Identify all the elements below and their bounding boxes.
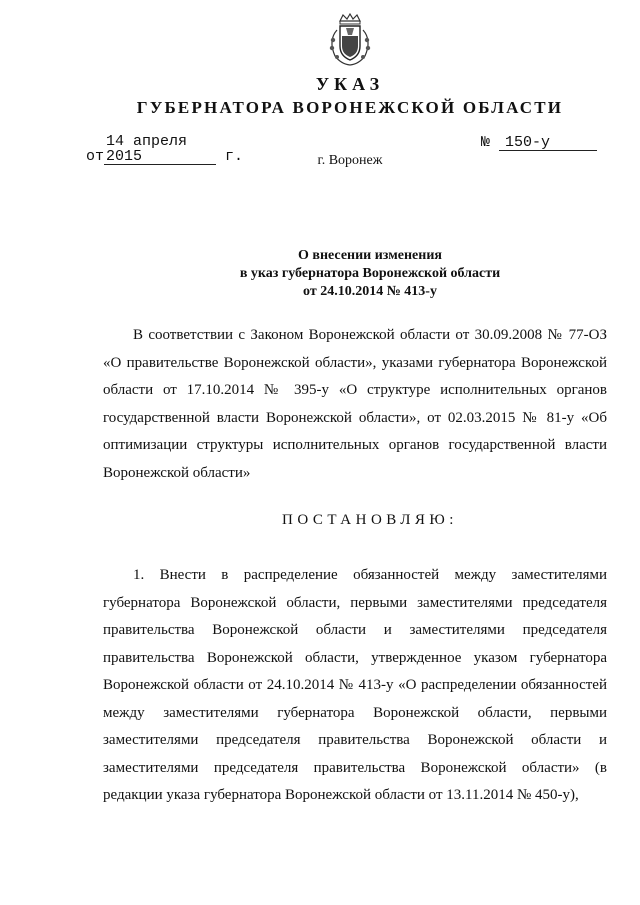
decree-heading: ПОСТАНОВЛЯЮ:	[282, 512, 458, 528]
preamble-paragraph: В соответствии с Законом Воронежской области от 30.09.2008 № 77-ОЗ «О правительстве Воронежской области», указами губернатора Воронежской области от 17.10.2014 № 395-у «О структуре исполнительных органов государственной власти Воронежской области», от 02.03.2015 № 81-у «Об оптимизации структуры исполнительных органов государственной власти Воронежской области»	[103, 327, 607, 481]
year-suffix: г.	[225, 148, 244, 165]
coat-of-arms-icon	[323, 12, 377, 68]
document-number	[481, 134, 597, 151]
date-value: 14 апреля 2015	[104, 134, 216, 165]
number-prefix: №	[481, 134, 491, 151]
item-1-paragraph: 1. Внести в распределение обязанностей между заместителями губернатора Воронежской области, первыми заместителями председателя правительства Воронежской области и заместителями председателя правительства Воронежской области, утвержденное указом губернатора Воронежской области от 24.10.2014 № 413-у «О распределении обязанностей между заместителями губернатора Воронежской области, первыми заместителями председателя правительства Воронежской области и заместителями председателя правительства Воронежской области» (в редакции указа губернатора Воронежской области от 13.11.2014 № 450-у),	[103, 567, 607, 803]
number-value: 150-у	[499, 135, 597, 151]
subject-line-2: в указ губернатора Воронежской области	[239, 266, 501, 281]
date-prefix: от	[86, 148, 105, 165]
document-subject	[0, 247, 640, 301]
document-title: УКАЗ	[315, 74, 385, 94]
document-issuer: ГУБЕРНАТОРА ВОРОНЕЖСКОЙ ОБЛАСТИ	[136, 98, 564, 117]
subject-line-3: от 24.10.2014 № 413-у	[303, 284, 437, 299]
subject-line-1: О внесении изменения	[298, 248, 442, 263]
document-city: г. Воронеж	[317, 153, 383, 168]
